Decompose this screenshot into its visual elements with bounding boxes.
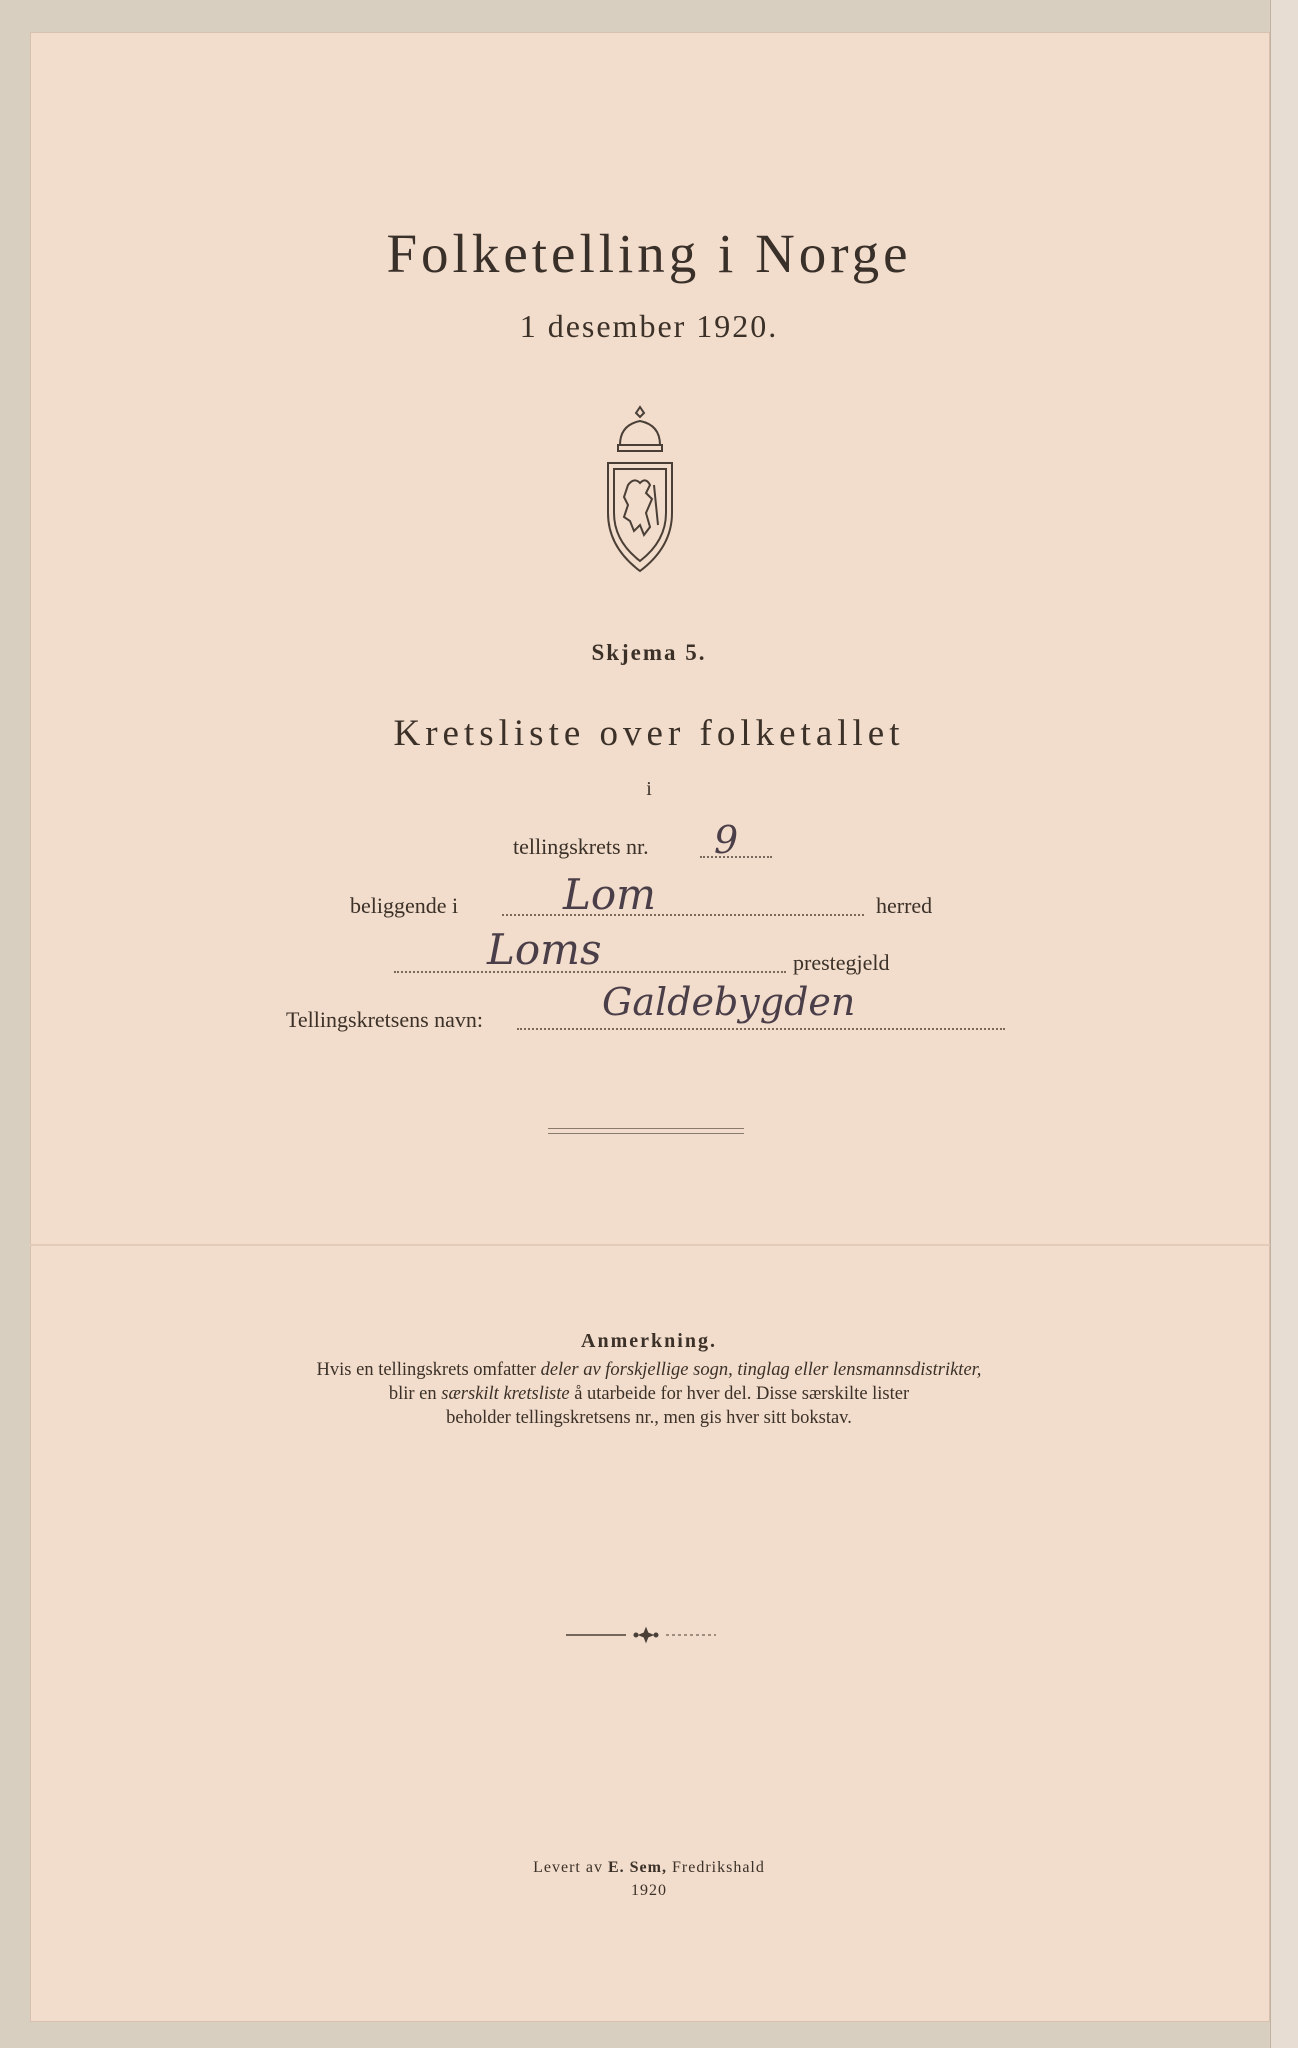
printer-name: E. Sem, (607, 1859, 667, 1876)
form-subtitle: Kretsliste over folketallet (393, 713, 905, 754)
note-line-2-rest: å utarbeide for hver del. Disse særskilte lister (569, 1384, 910, 1404)
divider-rule-top (548, 1128, 744, 1129)
note-line-3: beholder tellingskretsens nr., men gis hver sitt bokstav. (446, 1408, 852, 1428)
page-title: Folketelling i Norge (386, 223, 912, 284)
printer-line (0, 1856, 1298, 1879)
note-line-2-plain: blir en (388, 1384, 442, 1404)
kretsnavn-label: Tellingskretsens navn: (286, 1007, 484, 1032)
census-date: 1 desember 1920. (519, 308, 779, 344)
note-heading: Anmerkning. (581, 1330, 717, 1352)
kretsnavn-value: Galdebygden (602, 980, 856, 1024)
printer-prefix: Levert av (533, 1859, 608, 1876)
tellingskrets-label: tellingskrets nr. (513, 834, 649, 859)
printer-imprint (0, 1856, 1298, 1902)
prestegjeld-label: prestegjeld (793, 950, 890, 975)
schema-number: Skjema 5. (591, 640, 707, 665)
note-line-1 (200, 1358, 1098, 1382)
kretsnavn-line (517, 1028, 1005, 1030)
printer-city: Fredrikshald (666, 1859, 765, 1876)
norway-coat-of-arms-icon (598, 405, 682, 575)
note-line-2 (200, 1382, 1098, 1406)
beliggende-label: beliggende i (350, 893, 459, 918)
note-line-2-italic: særskilt kretsliste (441, 1384, 570, 1404)
prestegjeld-value: Loms (487, 925, 602, 974)
connector-word: i (646, 778, 652, 800)
herred-label: herred (876, 893, 933, 918)
herred-value: Lom (563, 870, 657, 919)
printer-year: 1920 (631, 1882, 667, 1899)
herred-line (502, 914, 864, 916)
note-line-1-italic: deler av forskjellige sogn, tinglag eller lensmannsdistrikter, (540, 1360, 982, 1380)
paper-fold (30, 1244, 1270, 1246)
divider-rule-bottom (548, 1133, 744, 1134)
tellingskrets-value: 9 (714, 818, 739, 862)
ornament-divider-icon (566, 1625, 726, 1645)
note-text (200, 1358, 1098, 1430)
note-line-1-plain: Hvis en tellingskrets omfatter (316, 1360, 541, 1380)
